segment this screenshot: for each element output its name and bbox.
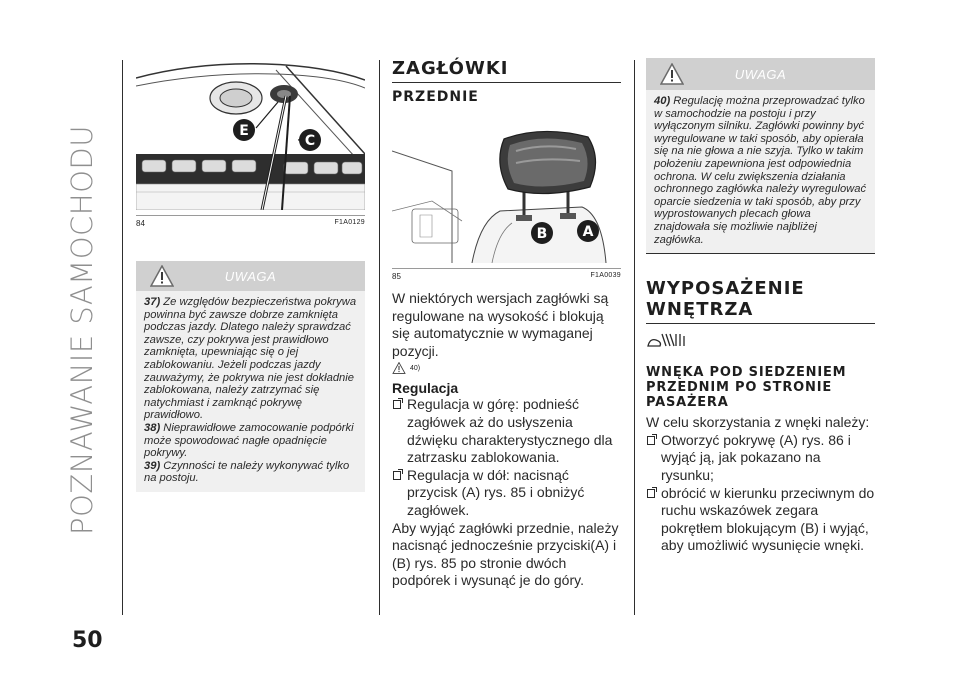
figure-id: F1A0129 <box>334 219 365 226</box>
figure-85-caption <box>392 272 621 284</box>
figure-number: 84 <box>136 219 145 228</box>
warning-body <box>136 291 365 492</box>
list-item: Regulacja w górę: podnieść zagłówek aż do usłyszenia dźwięku charakterystycznego dla zatrzasku zablokowania. <box>392 396 621 466</box>
warning-title: UWAGA <box>734 66 787 82</box>
warning-ref-number: 40) <box>410 364 421 372</box>
column-2 <box>392 58 621 590</box>
section-side-title: POZNAWANIE SAMOCHODU <box>65 125 99 535</box>
figure-84-illustration <box>136 58 365 210</box>
figure-number: 85 <box>392 272 401 281</box>
page-number: 50 <box>72 628 103 653</box>
list-item: obrócić w kierunku przeciwnym do ruchu wskazówek zegara pokrętłem blokującym (B) i wyjąć, aby umożliwić wysunięcie wnęki. <box>646 485 875 555</box>
bullet-box-icon <box>647 436 655 445</box>
interior-equipment-icon <box>646 330 692 350</box>
list-item: Otworzyć pokrywę (A) rys. 86 i wyjąć ją, jak pokazano na rysunku; <box>646 432 875 485</box>
bullet-box-icon <box>393 400 401 409</box>
warning-item: 39) Czynności te należy wykonywać tylko na postoju. <box>144 459 350 485</box>
figure-label-c: C <box>304 133 316 149</box>
figure-85 <box>392 111 621 269</box>
warning-header <box>646 58 875 90</box>
column-1 <box>136 58 365 492</box>
regulation-title: Regulacja <box>392 380 459 397</box>
warning-body <box>646 90 875 254</box>
intro-paragraph: W niektórych wersjach zagłówki są regulowane na wysokość i blokują się automatycznie w wymaganej pozycji. <box>392 290 609 359</box>
warning-triangle-icon <box>150 265 174 287</box>
column-divider <box>379 60 380 615</box>
intro-paragraph: W celu skorzystania z wnęki należy: <box>646 414 870 431</box>
figure-84 <box>136 58 365 216</box>
figure-84-caption <box>136 219 365 231</box>
column-divider <box>634 60 635 615</box>
warning-reference <box>392 362 621 374</box>
heading-rule <box>392 82 621 83</box>
warning-item: 40) Regulację można przeprowadzać tylko w samochodzie na postoju i przy wyłączonym silniku. Zagłówki powinny być wyregulowane w taki sposób, aby opierała się na nie głowa a nie szyja. Tylko w takim położeniu zapewniona jest odpowiednia ochrona. W celu zwiększenia działania ochronnego zagłówka należy wyregulować oparcie siedzenia w taki sposób, aby przy wyprostowanych plecach głowa znajdowała się możliwie najbliżej zagłówka. <box>654 95 867 246</box>
figure-label-e: E <box>239 123 249 139</box>
section-heading: WYPOSAŻENIE WNĘTRZA <box>646 278 805 321</box>
subsection-heading: PRZEDNIE <box>392 89 479 105</box>
outro-paragraph: Aby wyjąć zagłówki przednie, należy nacisnąć jednocześnie przyciski(A) i (B) rys. 85 po stronie dwóch podpórek i wysunąć je do góry. <box>392 519 619 589</box>
column-3 <box>646 58 875 555</box>
warning-title: UWAGA <box>224 268 277 284</box>
figure-id: F1A0039 <box>590 272 621 279</box>
warning-header <box>136 261 365 291</box>
list-item: Regulacja w dół: nacisnąć przycisk (A) rys. 85 i obniżyć zagłówek. <box>392 467 621 520</box>
subsection-heading: WNĘKA POD SIEDZENIEM PRZEDNIM PO STRONIE PASAŻERA <box>646 365 847 411</box>
heading-rule <box>646 323 875 324</box>
warning-triangle-icon <box>392 362 406 374</box>
bullet-box-icon <box>647 489 655 498</box>
warning-item: 37) Ze względów bezpieczeństwa pokrywa powinna być zawsze dobrze zamknięta podczas jazdy. Dlatego należy sprawdzać zawsze, czy pokrywa jest prawidłowo zamknięta, upewniając się o jej zablokowaniu. Jeżeli podczas jazdy zauważymy, że pokrywa nie jest dokładnie zablokowana, należy zatrzymać się natychmiast i zamknąć pokrywę prawidłowo. <box>144 296 357 422</box>
figure-label-b: B <box>536 226 548 242</box>
section-heading: ZAGŁÓWKI <box>392 58 509 79</box>
warning-item: 38) Nieprawidłowe zamocowanie podpórki może spowodować nagłe opadnięcie pokrywy. <box>144 421 354 460</box>
figure-label-a: A <box>582 224 594 240</box>
warning-box <box>136 261 365 492</box>
column-divider <box>122 60 123 615</box>
bullet-box-icon <box>393 471 401 480</box>
warning-box <box>646 58 875 254</box>
figure-85-illustration <box>392 111 621 263</box>
warning-triangle-icon <box>660 63 684 85</box>
